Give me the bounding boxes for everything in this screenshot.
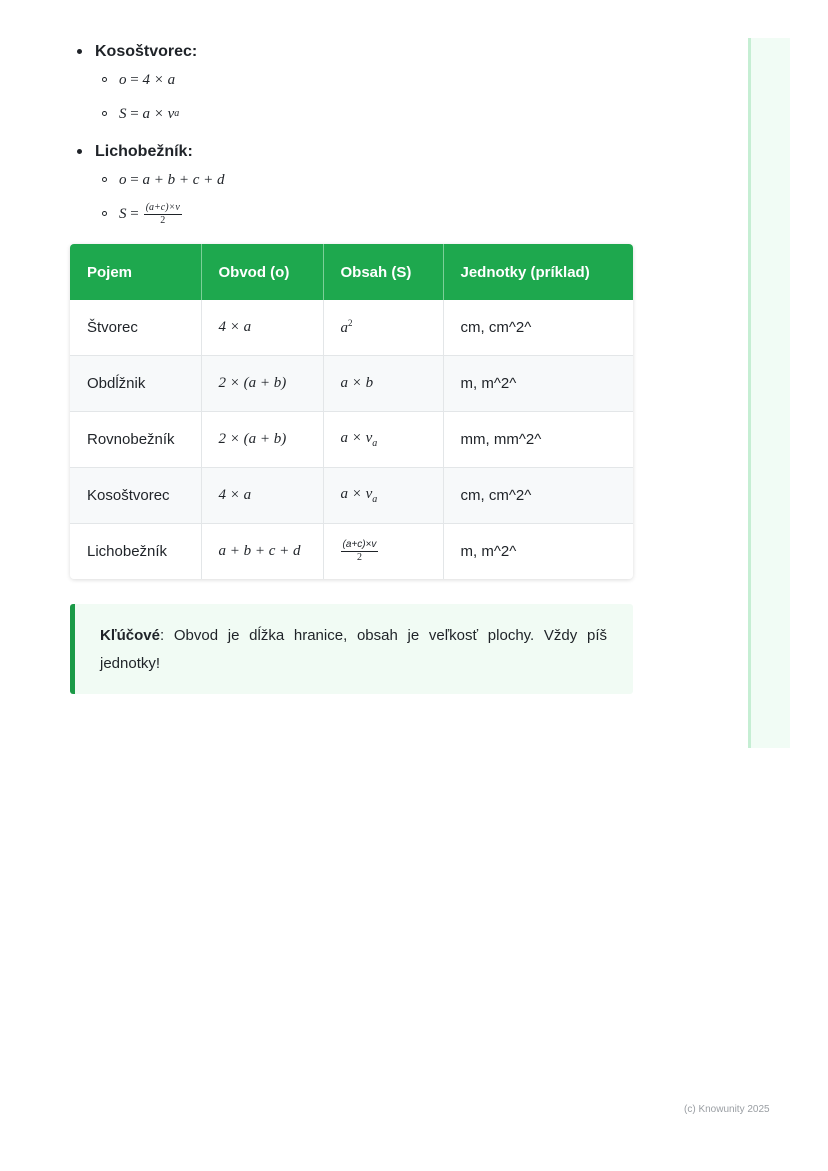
shape-name: Kosoštvorec: [95, 43, 198, 60]
cell-jednotky: mm, mm^2^ [443, 412, 633, 468]
footer-copyright: (c) Knowunity 2025 [684, 1104, 770, 1115]
shape-item-kosostvorec [70, 40, 634, 126]
cell-obvod: 4 × a [201, 300, 323, 356]
obsah-superscript: 2 [348, 318, 353, 328]
key-note-callout [70, 604, 633, 694]
formula-subscript: a [174, 108, 180, 119]
formula-label: S [119, 106, 127, 122]
equals-sign: = [126, 206, 139, 222]
cell-obsah [323, 300, 443, 356]
fraction-numerator: (a+c)×v [342, 539, 377, 550]
cell-obsah [323, 468, 443, 524]
table-row [70, 356, 633, 412]
equals-sign: = [126, 106, 143, 122]
document-content [70, 40, 634, 694]
cell-obsah [323, 524, 443, 580]
fraction [341, 540, 379, 563]
fraction-numerator: (a+c)×v [145, 201, 180, 213]
table [70, 244, 633, 579]
formula-label: S [119, 206, 127, 222]
fraction [144, 203, 182, 226]
header-obvod: Obvod (o) [201, 244, 323, 300]
formula-perimeter [95, 68, 634, 92]
fraction-denominator: 2 [160, 214, 166, 226]
cell-obsah: a × b [323, 356, 443, 412]
cell-pojem: Štvorec [70, 300, 201, 356]
cell-obvod: 2 × (a + b) [201, 356, 323, 412]
formula-label: o [119, 72, 127, 88]
cell-obvod: a + b + c + d [201, 524, 323, 580]
table-row [70, 468, 633, 524]
obsah-base: a × v [340, 486, 373, 502]
header-pojem: Pojem [70, 244, 201, 300]
obsah-subscript: a [372, 438, 378, 449]
formula-area [95, 202, 634, 226]
cell-obsah [323, 412, 443, 468]
equals-sign: = [126, 172, 143, 188]
cell-obvod: 2 × (a + b) [201, 412, 323, 468]
formula-list [95, 68, 634, 126]
cell-pojem: Kosoštvorec [70, 468, 201, 524]
obsah-base: a × v [340, 430, 373, 446]
table-row [70, 524, 633, 580]
callout-text: : Obvod je dĺžka hranice, obsah je veľkosť plochy. Vždy píš jednotky! [100, 627, 607, 672]
obsah-subscript: a [372, 494, 378, 505]
cell-jednotky: cm, cm^2^ [443, 300, 633, 356]
formula-table [70, 244, 633, 579]
formula-list [95, 168, 634, 226]
formula-expr: 4 × a [142, 72, 176, 88]
cell-pojem: Rovnobežník [70, 412, 201, 468]
equals-sign: = [126, 72, 143, 88]
formula-perimeter [95, 168, 634, 192]
shape-item-lichobeznik [70, 140, 634, 226]
formula-area [95, 102, 634, 126]
callout-bold: Kľúčové [100, 627, 160, 644]
sidebar-panel [748, 38, 790, 748]
shape-list [70, 40, 634, 226]
formula-label: o [119, 172, 127, 188]
fraction-denominator: 2 [356, 552, 362, 563]
cell-obvod: 4 × a [201, 468, 323, 524]
header-jednotky: Jednotky (príklad) [443, 244, 633, 300]
header-obsah: Obsah (S) [323, 244, 443, 300]
formula-expr: a × v [142, 106, 175, 122]
cell-pojem: Obdĺžnik [70, 356, 201, 412]
shape-name: Lichobežník: [95, 143, 193, 160]
obsah-base: a [340, 320, 348, 336]
cell-pojem: Lichobežník [70, 524, 201, 580]
cell-jednotky: cm, cm^2^ [443, 468, 633, 524]
cell-jednotky: m, m^2^ [460, 543, 517, 560]
formula-expr: a + b + c + d [142, 172, 225, 188]
table-row [70, 300, 633, 356]
table-header-row [70, 244, 633, 300]
table-row [70, 412, 633, 468]
cell-jednotky: m, m^2^ [443, 356, 633, 412]
